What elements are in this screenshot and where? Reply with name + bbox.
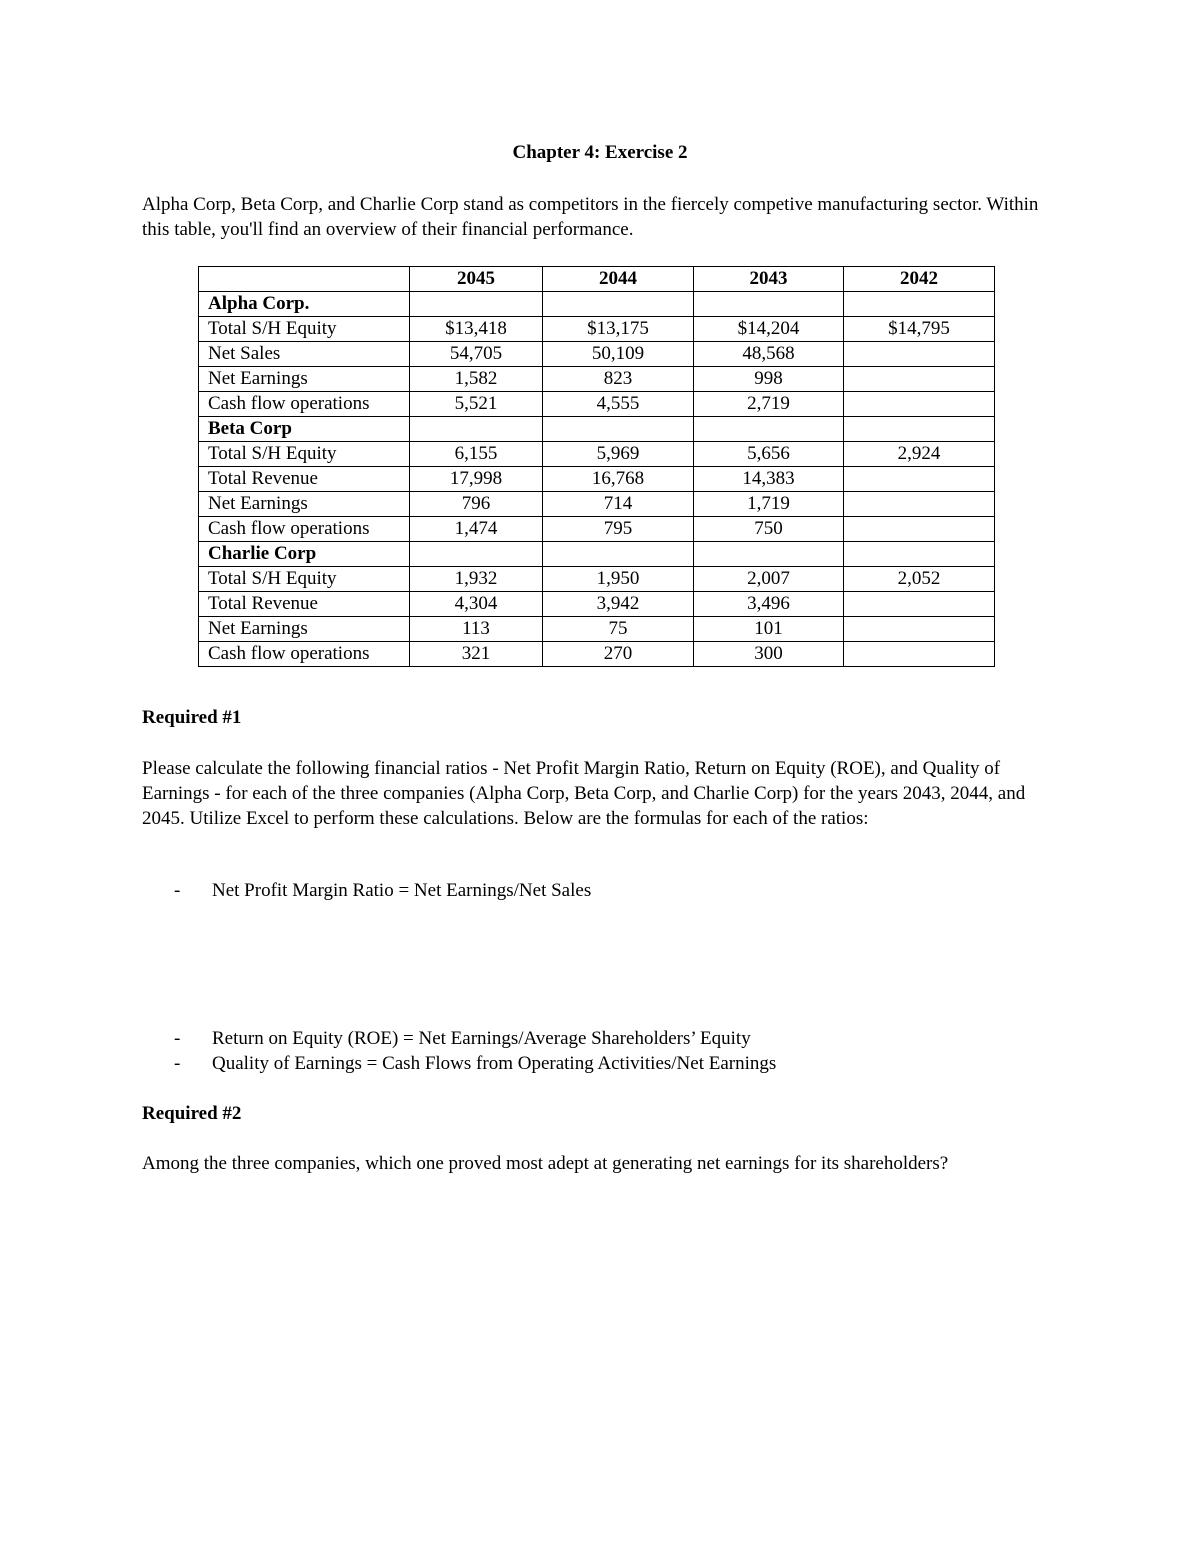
row-label: Total Revenue	[199, 592, 410, 617]
table-cell: $14,795	[844, 317, 995, 342]
empty-cell	[844, 292, 995, 317]
table-cell	[844, 342, 995, 367]
table-cell: 2,719	[694, 392, 844, 417]
row-label: Net Earnings	[199, 617, 410, 642]
table-cell	[844, 367, 995, 392]
table-cell: 795	[543, 517, 694, 542]
company-name: Charlie Corp	[199, 542, 410, 567]
intro-paragraph: Alpha Corp, Beta Corp, and Charlie Corp stand as competitors in the fiercely competive manufacturing sector. Within this table, you'll find an overview of their financial performance.	[142, 194, 1039, 240]
table-cell: 1,474	[410, 517, 543, 542]
table-row	[199, 467, 995, 492]
table-cell: $13,175	[543, 317, 694, 342]
table-cell	[844, 392, 995, 417]
table-cell: 3,496	[694, 592, 844, 617]
formula-text: Net Profit Margin Ratio = Net Earnings/Net Sales	[212, 880, 592, 901]
table-cell: 796	[410, 492, 543, 517]
table-cell: $14,204	[694, 317, 844, 342]
table-cell: 1,582	[410, 367, 543, 392]
table-cell: 4,304	[410, 592, 543, 617]
table-cell: 3,942	[543, 592, 694, 617]
table-cell: 101	[694, 617, 844, 642]
table-row	[199, 392, 995, 417]
formula-item	[174, 880, 591, 902]
table-row	[199, 517, 995, 542]
required-2-text: Among the three companies, which one proved most adept at generating net earnings for its shareholders?	[142, 1153, 949, 1174]
table-cell: 17,998	[410, 467, 543, 492]
table-row	[199, 492, 995, 517]
row-label: Total S/H Equity	[199, 442, 410, 467]
row-label: Total S/H Equity	[199, 567, 410, 592]
table-cell	[844, 642, 995, 667]
company-name: Alpha Corp.	[199, 292, 410, 317]
bullet-marker: -	[174, 880, 181, 901]
header-year: 2043	[694, 267, 844, 292]
table-cell: 4,555	[543, 392, 694, 417]
table-cell: 750	[694, 517, 844, 542]
empty-cell	[543, 542, 694, 567]
required-1-heading: Required #1	[142, 707, 242, 728]
financial-table	[198, 266, 995, 667]
table-cell	[844, 592, 995, 617]
table-row	[199, 367, 995, 392]
table-cell: 1,950	[543, 567, 694, 592]
table-cell	[844, 492, 995, 517]
formula-text: Quality of Earnings = Cash Flows from Operating Activities/Net Earnings	[212, 1053, 777, 1074]
empty-cell	[410, 542, 543, 567]
table-cell: 998	[694, 367, 844, 392]
table-cell	[844, 467, 995, 492]
row-label: Net Sales	[199, 342, 410, 367]
row-label: Total S/H Equity	[199, 317, 410, 342]
table-cell	[844, 517, 995, 542]
table-row	[199, 567, 995, 592]
company-name: Beta Corp	[199, 417, 410, 442]
table-cell: 2,052	[844, 567, 995, 592]
empty-cell	[694, 292, 844, 317]
empty-cell	[410, 417, 543, 442]
table-cell: 50,109	[543, 342, 694, 367]
page-title: Chapter 4: Exercise 2	[512, 142, 688, 163]
empty-cell	[543, 292, 694, 317]
table-cell: 1,932	[410, 567, 543, 592]
table-header-row	[199, 267, 995, 292]
required-1-text: Please calculate the following financial ratios - Net Profit Margin Ratio, Return on Equity (ROE), and Quality of Earnings - for each of the three companies (Alpha Corp, Beta Corp, and Charlie Corp) for the years 2043, 2044, and 2045. Utilize Excel to perform these calculations. Below are the formulas for each of the ratios:	[142, 758, 1026, 829]
empty-cell	[410, 292, 543, 317]
empty-cell	[694, 542, 844, 567]
table-cell: 5,656	[694, 442, 844, 467]
row-label: Cash flow operations	[199, 642, 410, 667]
required-2-heading: Required #2	[142, 1103, 242, 1124]
table-cell: 5,521	[410, 392, 543, 417]
empty-cell	[844, 417, 995, 442]
empty-cell	[543, 417, 694, 442]
row-label: Cash flow operations	[199, 517, 410, 542]
table-row	[199, 592, 995, 617]
table-cell: 714	[543, 492, 694, 517]
header-year: 2045	[410, 267, 543, 292]
table-cell: 75	[543, 617, 694, 642]
header-empty-cell	[199, 267, 410, 292]
table-cell: 14,383	[694, 467, 844, 492]
header-year: 2042	[844, 267, 995, 292]
table-row	[199, 342, 995, 367]
bullet-marker: -	[174, 1053, 181, 1074]
empty-cell	[694, 417, 844, 442]
table-cell: 6,155	[410, 442, 543, 467]
empty-cell	[844, 542, 995, 567]
table-cell: 48,568	[694, 342, 844, 367]
table-cell	[844, 617, 995, 642]
company-row	[199, 542, 995, 567]
table-cell: 1,719	[694, 492, 844, 517]
table-row	[199, 642, 995, 667]
row-label: Net Earnings	[199, 367, 410, 392]
company-row	[199, 417, 995, 442]
table-cell: 113	[410, 617, 543, 642]
bullet-marker: -	[174, 1028, 181, 1049]
header-year: 2044	[543, 267, 694, 292]
formula-text: Return on Equity (ROE) = Net Earnings/Average Shareholders’ Equity	[212, 1028, 751, 1049]
row-label: Cash flow operations	[199, 392, 410, 417]
table-cell: $13,418	[410, 317, 543, 342]
table-cell: 2,007	[694, 567, 844, 592]
row-label: Net Earnings	[199, 492, 410, 517]
table-cell: 54,705	[410, 342, 543, 367]
formula-item	[174, 1028, 751, 1050]
table-cell: 270	[543, 642, 694, 667]
table-cell: 300	[694, 642, 844, 667]
formula-item	[174, 1053, 776, 1075]
table-cell: 16,768	[543, 467, 694, 492]
row-label: Total Revenue	[199, 467, 410, 492]
table-cell: 823	[543, 367, 694, 392]
table-cell: 321	[410, 642, 543, 667]
table-cell: 2,924	[844, 442, 995, 467]
table-row	[199, 317, 995, 342]
table-row	[199, 442, 995, 467]
table-cell: 5,969	[543, 442, 694, 467]
company-row	[199, 292, 995, 317]
table-row	[199, 617, 995, 642]
